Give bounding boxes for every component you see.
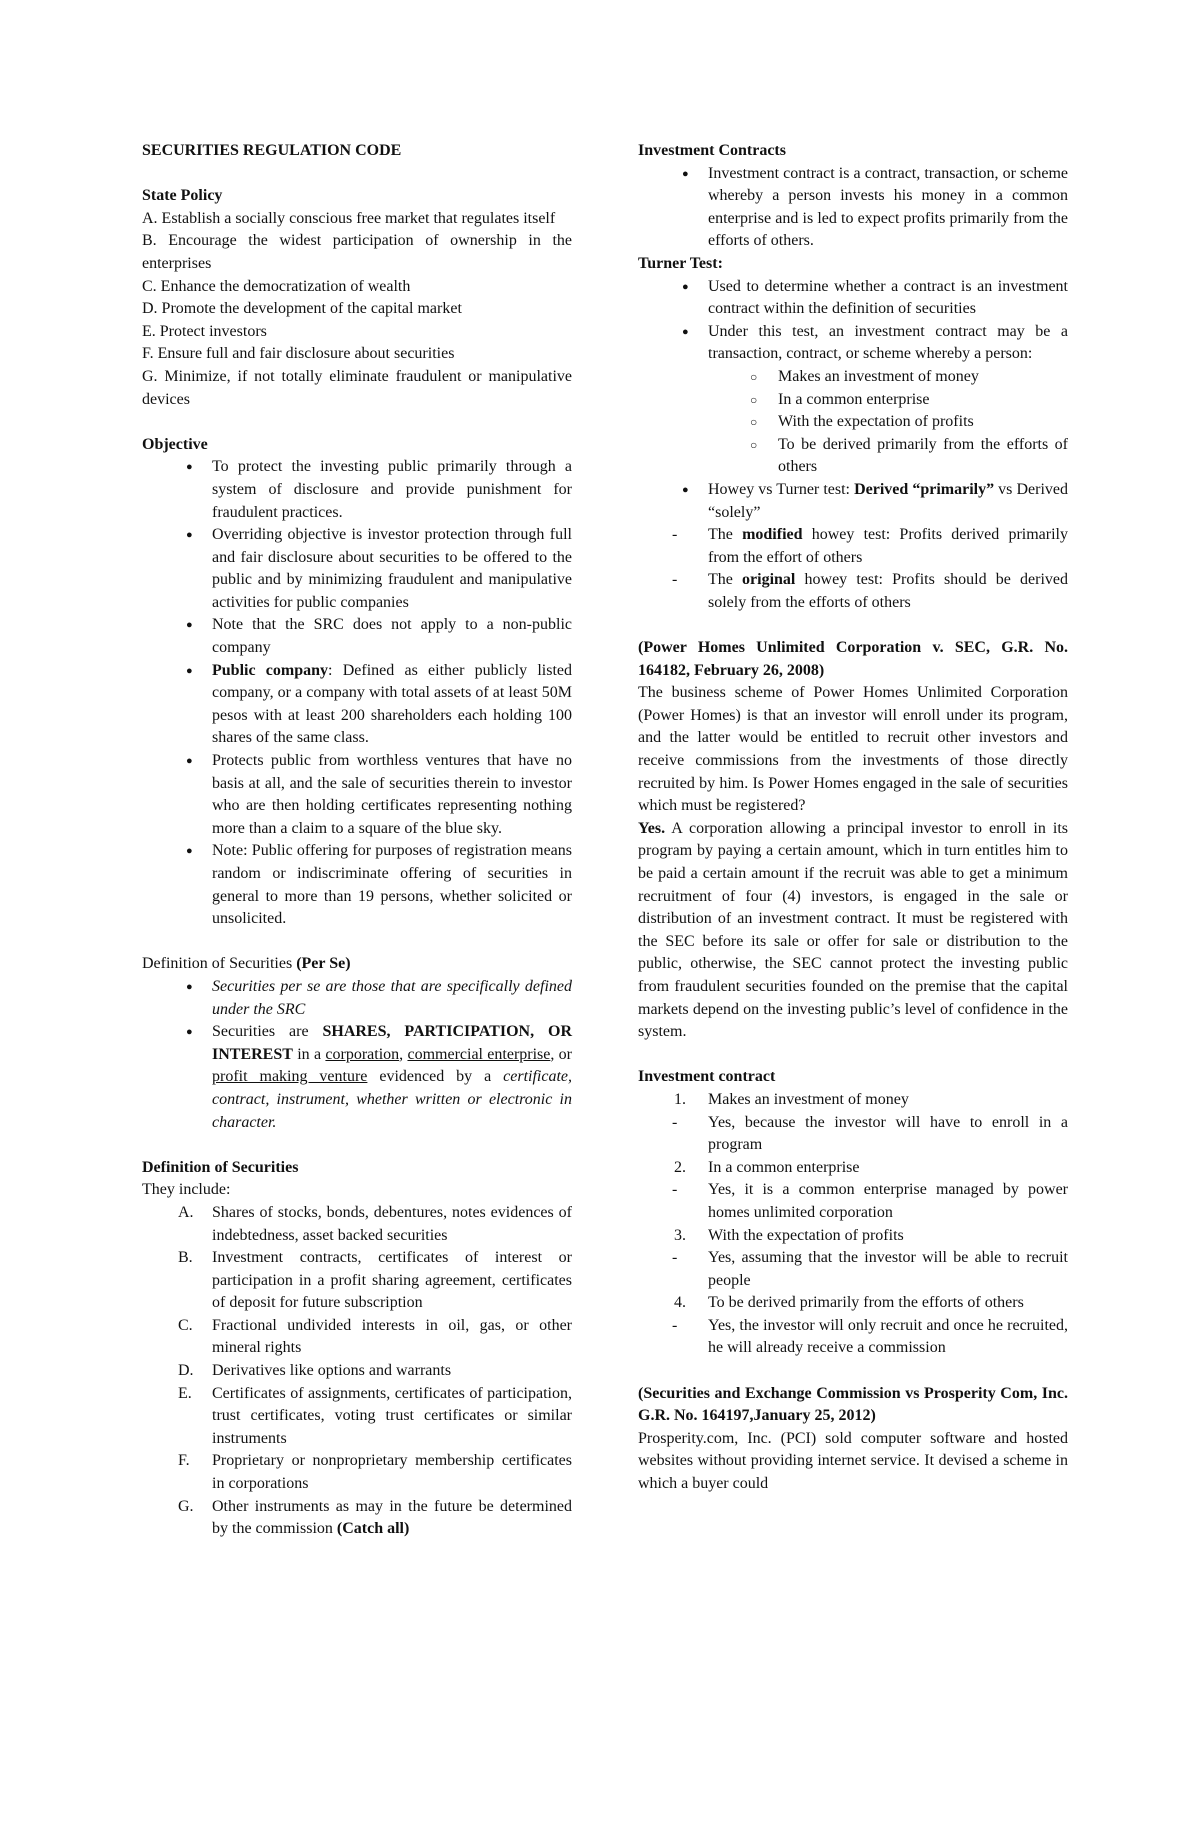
state-policy-item: C. Enhance the democratization of wealth xyxy=(142,277,411,295)
hollow-bullet-icon: ○ xyxy=(750,392,758,407)
list-item: ● Note: Public offering for purposes of registration means random or indiscriminate offering of securities in general to more than 19 persons, whether solicited or unsolicited. xyxy=(186,842,572,928)
investment-contracts-heading: Investment Contracts xyxy=(638,142,786,159)
investment-contract-list xyxy=(638,1089,1068,1360)
per-se-heading: Definition of Securities (Per Se) xyxy=(142,955,351,973)
investment-contract-heading: Investment contract xyxy=(638,1068,776,1086)
bullet-icon: ● xyxy=(186,664,193,677)
bullet-icon: ● xyxy=(186,619,193,632)
sub-list-item: ○ Makes an investment of money xyxy=(638,366,1068,389)
state-policy-item: D. Promote the development of the capital market xyxy=(142,300,462,318)
bullet-icon: ● xyxy=(682,280,689,293)
dash-list-item: - The modified howey test: Profits derived primarily from the effort of others xyxy=(672,526,1069,566)
hollow-bullet-icon: ○ xyxy=(750,415,758,430)
list-item: D. Derivatives like options and warrants xyxy=(178,1362,452,1380)
state-policy-item: E. Protect investors xyxy=(142,322,267,340)
sub-list-item: ○ In a common enterprise xyxy=(638,389,1068,412)
bullet-icon: ● xyxy=(682,483,689,496)
per-se-list xyxy=(142,976,572,1134)
list-item: ● Investment contract is a contract, transaction, or scheme whereby a person invests his money in a common enterprise and is led to expect profits primarily from the efforts of others. xyxy=(682,164,1068,250)
turner-test-heading: Turner Test: xyxy=(638,254,723,272)
dash-marker: - xyxy=(672,1316,678,1334)
hollow-bullet-icon: ○ xyxy=(750,437,758,452)
turner-test-list xyxy=(638,276,1068,615)
list-item: A. Shares of stocks, bonds, debentures, notes evidences of indebtedness, asset backed securities xyxy=(178,1203,572,1244)
bullet-icon: ● xyxy=(186,1026,193,1039)
list-item: ● To protect the investing public primarily through a system of disclosure and provide punishment for fraudulent practices. xyxy=(186,458,572,521)
list-item: E. Certificates of assignments, certificates of participation, trust certificates, voting trust certificates or similar instruments xyxy=(178,1384,572,1447)
definition-list xyxy=(142,1202,572,1541)
left-column xyxy=(142,140,572,1541)
dash-list-item: - The original howey test: Profits should be derived solely from the efforts of others xyxy=(672,571,1069,611)
list-item: 4. To be derived primarily from the efforts of others xyxy=(674,1294,1024,1312)
state-policy-item: B. Encourage the widest participation of ownership in the enterprises xyxy=(142,232,572,272)
dash-marker: - xyxy=(672,1181,678,1199)
bullet-icon: ● xyxy=(682,325,689,338)
case-heading-power-homes: (Power Homes Unlimited Corporation v. SEC, G.R. No. 164182, February 26, 2008) xyxy=(638,639,1068,679)
dash-marker: - xyxy=(672,571,678,589)
bullet-icon: ● xyxy=(186,461,193,474)
state-policy-item: G. Minimize, if not totally eliminate fraudulent or manipulative devices xyxy=(142,367,572,408)
list-item: ● Securities are SHARES, PARTICIPATION, OR INTEREST in a corporation, commercial enterprise, or profit making venture evidenced by a certificate, contract, instrument, whether written or electronic in character. xyxy=(186,1023,573,1131)
list-item: ● Overriding objective is investor protection through full and fair disclosure about securities to be offered to the public and by minimizing fraudulent and manipulative activities for public companies xyxy=(186,526,572,611)
investment-contracts-list xyxy=(638,163,1068,253)
list-item: 2. In a common enterprise xyxy=(674,1158,860,1176)
state-policy-item: A. Establish a socially conscious free market that regulates itself xyxy=(142,209,556,227)
state-policy-heading: State Policy xyxy=(142,187,223,205)
bullet-icon: ● xyxy=(682,167,689,180)
case-heading-prosperity: (Securities and Exchange Commission vs Prosperity Com, Inc. G.R. No. 164197,January 25, 2012) xyxy=(638,1384,1068,1425)
list-item: ● Used to determine whether a contract is an investment contract within the definition of securities xyxy=(682,277,1068,318)
list-item: ● Securities per se are those that are specifically defined under the SRC xyxy=(186,977,572,1018)
dash-marker: - xyxy=(672,1249,678,1267)
dash-list-item: - Yes, assuming that the investor will be able to recruit people xyxy=(672,1249,1068,1289)
state-policy-item: F. Ensure full and fair disclosure about securities xyxy=(142,345,455,363)
dash-list-item: - Yes, because the investor will have to enroll in a program xyxy=(672,1113,1068,1154)
list-item: G. Other instruments as may in the future be determined by the commission (Catch all) xyxy=(178,1497,572,1538)
dash-list-item: - Yes, the investor will only recruit and once he recruited, he will already receive a commission xyxy=(672,1316,1068,1357)
list-item: C. Fractional undivided interests in oil, gas, or other mineral rights xyxy=(178,1316,572,1357)
definition-intro: They include: xyxy=(142,1181,231,1199)
case-question: The business scheme of Power Homes Unlimited Corporation (Power Homes) is that an investor will enroll under its program, and the latter would be entitled to recruit other investors and receive commissions from the investments of those directly recruited by him. Is Power Homes engaged in the sale of securities which must be registered? xyxy=(638,684,1068,815)
case-answer: Yes. A corporation allowing a principal investor to enroll in its program by paying a certain amount, which in turn entitles him to be paid a certain amount if the recruit was able to get a minimum recruitment of four (4) investors, is engaged in the sale or distribution of an investment contract. It must be registered with the SEC before its sale or offer for sale or distribution to the public, otherwise, the SEC cannot protect the investing public from fraudulent securities founded on the premise that the capital markets depend on the investing public’s level of confidence in the system. xyxy=(638,819,1068,1041)
objective-list xyxy=(142,456,572,930)
definition-heading: Definition of Securities xyxy=(142,1158,299,1176)
dash-list-item: - Yes, it is a common enterprise managed by power homes unlimited corporation xyxy=(672,1181,1068,1221)
list-item: 1. Makes an investment of money xyxy=(674,1090,909,1108)
dash-marker: - xyxy=(672,1113,678,1131)
list-item: ● Howey vs Turner test: Derived “primarily” vs Derived “solely” xyxy=(682,480,1069,521)
list-item: 3. With the expectation of profits xyxy=(674,1226,904,1244)
document-title: SECURITIES REGULATION CODE xyxy=(142,142,402,159)
list-item: ● Public company: Defined as either publicly listed company, or a company with total assets of at least 50M pesos with at least 200 shareholders each holding 100 shares of the same class. xyxy=(186,661,573,747)
list-item: F. Proprietary or nonproprietary membership certificates in corporations xyxy=(178,1452,572,1493)
case-body: Prosperity.com, Inc. (PCI) sold computer software and hosted websites without providing internet service. It devised a scheme in which a buyer could xyxy=(638,1429,1068,1493)
hollow-bullet-icon: ○ xyxy=(750,369,758,384)
bullet-icon: ● xyxy=(186,755,193,768)
list-item: ● Note that the SRC does not apply to a non-public company xyxy=(186,616,572,657)
list-item: ● Protects public from worthless ventures that have no basis at all, and the sale of securities therein to investor who are then holding certificates representing nothing more than a claim to a square of the blue sky. xyxy=(186,752,572,837)
right-column xyxy=(638,140,1068,1496)
sub-list-item: ○ To be derived primarily from the efforts of others xyxy=(750,435,1068,476)
dash-marker: - xyxy=(672,526,678,544)
bullet-icon: ● xyxy=(186,980,193,993)
objective-heading: Objective xyxy=(142,435,208,453)
bullet-icon: ● xyxy=(186,845,193,858)
bullet-icon: ● xyxy=(186,529,193,542)
list-item: ● Under this test, an investment contract may be a transaction, contract, or scheme whereby a person: xyxy=(682,322,1068,363)
sub-list-item: ○ With the expectation of profits xyxy=(638,411,1068,434)
list-item: B. Investment contracts, certificates of interest or participation in a profit sharing agreement, certificates of deposit for future subscription xyxy=(178,1249,572,1312)
